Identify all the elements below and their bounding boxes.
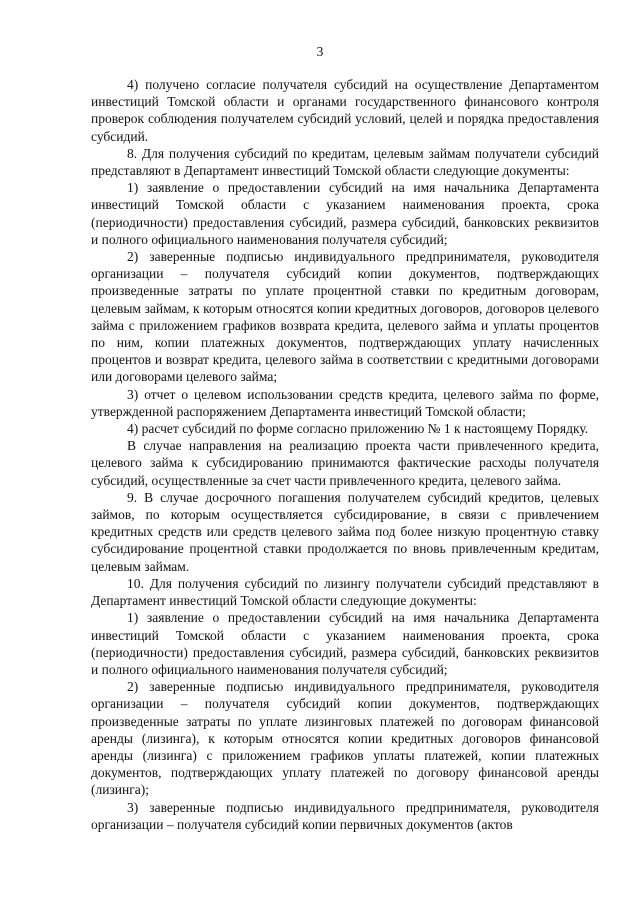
paragraph-7: В случае направления на реализацию проекта части привлеченного кредита, целевого займа к субсидированию принимаются фактические расходы получателя субсидий, осуществленные за счет части привлеченного кредита, целевого займа. <box>91 438 599 488</box>
document-body <box>91 76 599 833</box>
page-number: 3 <box>316 44 324 59</box>
paragraph-1: 4) получено согласие получателя субсидий на осуществление Департаментом инвестиций Томской области и органами государственного финансового контроля проверок соблюдения получателем субсидий условий, целей и порядка предоставления субсидий. <box>91 77 599 144</box>
paragraph-5: 3) отчет о целевом использовании средств кредита, целевого займа по форме, утвержденной распоряжением Департамента инвестиций Томской области; <box>91 386 599 419</box>
paragraph-6: 4) расчет субсидий по форме согласно приложению № 1 к настоящему Порядку. <box>127 421 589 437</box>
paragraph-8: 9. В случае досрочного погашения получателем субсидий кредитов, целевых займов, по которым осуществляется субсидирование, в связи с привлечением кредитных средств или средств целевого займа под более низкую процентную ставку субсидирование процентной ставки продолжается по вновь привлеченным кредитам, целевым займам. <box>91 489 599 574</box>
paragraph-2: 8. Для получения субсидий по кредитам, целевым займам получатели субсидий представляют в Департамент инвестиций Томской области следующие документы: <box>91 145 599 179</box>
paragraph-10: 1) заявление о предоставлении субсидий на имя начальника Департамента инвестиций Томской области с указанием наименования проекта, срока (периодичности) предоставления субсидий, размера субсидий, банковских реквизитов и полного официального наименования получателя субсидий; <box>91 610 599 677</box>
paragraph-3: 1) заявление о предоставлении субсидий на имя начальника Департамента инвестиций Томской области с указанием наименования проекта, срока (периодичности) предоставления субсидий, размера субсидий, банковских реквизитов и полного официального наименования получателя субсидий; <box>91 180 599 247</box>
paragraph-4: 2) заверенные подписью индивидуального предпринимателя, руководителя организации – получателя субсидий копии документов, подтверждающих произведенные затраты по уплате процентной ставки по кредитным договорам, целевым займам, к которым относятся копии кредитных договоров, договоров целевого займа с приложением графиков возврата кредита, целевого займа и уплаты процентов по ним, копии платежных документов, подтверждающих уплату начисленных процентов и возврат кредита, целевого займа в соответствии с кредитными договорами или договорами целевого займа; <box>91 249 599 385</box>
paragraph-9: 10. Для получения субсидий по лизингу получатели субсидий представляют в Департамент инвестиций Томской области следующие документы: <box>91 575 599 609</box>
paragraph-11: 2) заверенные подписью индивидуального предпринимателя, руководителя организации – получателя субсидий копии документов, подтверждающих произведенные затраты по уплате лизинговых платежей по договорам финансовой аренды (лизинга), к которым относятся копии кредитных договоров финансовой аренды (лизинга) с приложением графиков уплаты платежей, копии платежных документов, подтверждающих уплату платежей по договору финансовой аренды (лизинга); <box>91 679 599 798</box>
paragraph-12: 3) заверенные подписью индивидуального предпринимателя, руководителя организации – получателя субсидий копии первичных документов (актов <box>91 799 599 832</box>
